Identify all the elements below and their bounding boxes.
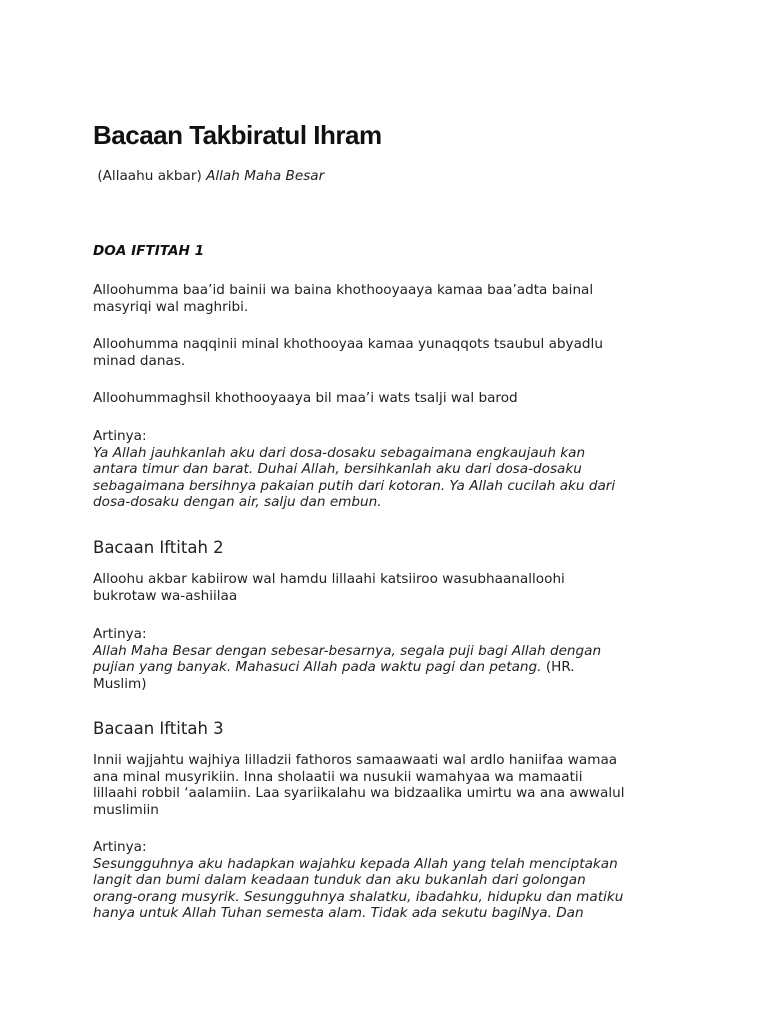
- doa1-paragraph-2: [93, 336, 683, 369]
- artinya-label: Artinya:: [93, 428, 147, 444]
- text-line: Alloohu akbar kabiirow wal hamdu lillaahi katsiiroo wasubhaanalloohi: [93, 571, 565, 587]
- text-line: hanya untuk Allah Tuhan semesta alam. Tidak ada sekutu bagiNya. Dan: [93, 905, 584, 921]
- iftitah-2-heading: Bacaan Iftitah 2: [93, 538, 224, 557]
- doa1-artinya: [93, 428, 683, 511]
- source-citation-cont: Muslim): [93, 675, 147, 692]
- text-line: Alloohumma naqqinii minal khothooyaa kamaa yunaqqots tsaubul abyadlu: [93, 336, 603, 352]
- text-line: Alloohumma baa’id bainii wa baina khothooyaaya kamaa baa’adta bainal: [93, 282, 594, 298]
- text-line: dosa-dosaku dengan air, salju dan embun.: [93, 494, 382, 510]
- doa3-paragraph-1: [93, 752, 683, 818]
- artinya-label: Artinya:: [93, 626, 147, 642]
- takbir-meaning: Allah Maha Besar: [206, 168, 325, 184]
- takbir-latin: (Allaahu akbar): [93, 168, 207, 184]
- text-line: langit dan bumi dalam keadaan tunduk dan aku bukanlah dari golongan: [93, 872, 586, 888]
- doa1-paragraph-1: [93, 282, 683, 315]
- text-line: masyriqi wal maghribi.: [93, 298, 249, 315]
- text-line: Ya Allah jauhkanlah aku dari dosa-dosaku sebagaimana engkaujauh kan: [93, 444, 586, 461]
- text-line: Alloohummaghsil khothooyaaya bil maa’i wats tsalji wal barod: [93, 390, 518, 406]
- doa-iftitah-1-heading: DOA IFTITAH 1: [93, 243, 205, 259]
- text-line: Allah Maha Besar dengan sebesar-besarnya, segala puji bagi Allah dengan: [93, 642, 602, 659]
- doa1-paragraph-3: [93, 390, 683, 407]
- text-line: Innii wajjahtu wajhiya lilladzii fathoros samaawaati wal ardlo haniifaa wamaa: [93, 752, 618, 768]
- text-line: sebagaimana bersihnya pakaian putih dari kotoran. Ya Allah cucilah aku dari: [93, 477, 616, 494]
- text-line: ana minal musyrikiin. Inna sholaatii wa nusukii wamahyaa wa mamaatii: [93, 768, 583, 785]
- artinya-label: Artinya:: [93, 839, 147, 855]
- iftitah-3-heading: Bacaan Iftitah 3: [93, 719, 224, 738]
- text-line: antara timur dan barat. Duhai Allah, bersihkanlah aku dari dosa-dosaku: [93, 461, 582, 477]
- text-line: lillaahi robbil ‘aalamiin. Laa syariikalahu wa bidzaalika umirtu wa ana awwalul: [93, 785, 625, 801]
- doa2-artinya: [93, 626, 683, 692]
- text-line: muslimiin: [93, 801, 159, 818]
- text-line: minad danas.: [93, 352, 186, 369]
- takbir-text: [93, 168, 683, 185]
- text-line: pujian yang banyak. Mahasuci Allah pada waktu pagi dan petang.: [93, 659, 542, 675]
- page-title: Bacaan Takbiratul Ihram: [93, 120, 382, 150]
- doa2-paragraph-1: [93, 571, 683, 604]
- text-line: Sesungguhnya aku hadapkan wajahku kepada Allah yang telah menciptakan: [93, 855, 618, 872]
- source-citation: (HR.: [541, 659, 575, 675]
- text-line: orang-orang musyrik. Sesungguhnya shalatku, ibadahku, hidupku dan matiku: [93, 888, 624, 905]
- doa3-artinya: [93, 839, 683, 922]
- text-line: bukrotaw wa-ashiilaa: [93, 587, 238, 604]
